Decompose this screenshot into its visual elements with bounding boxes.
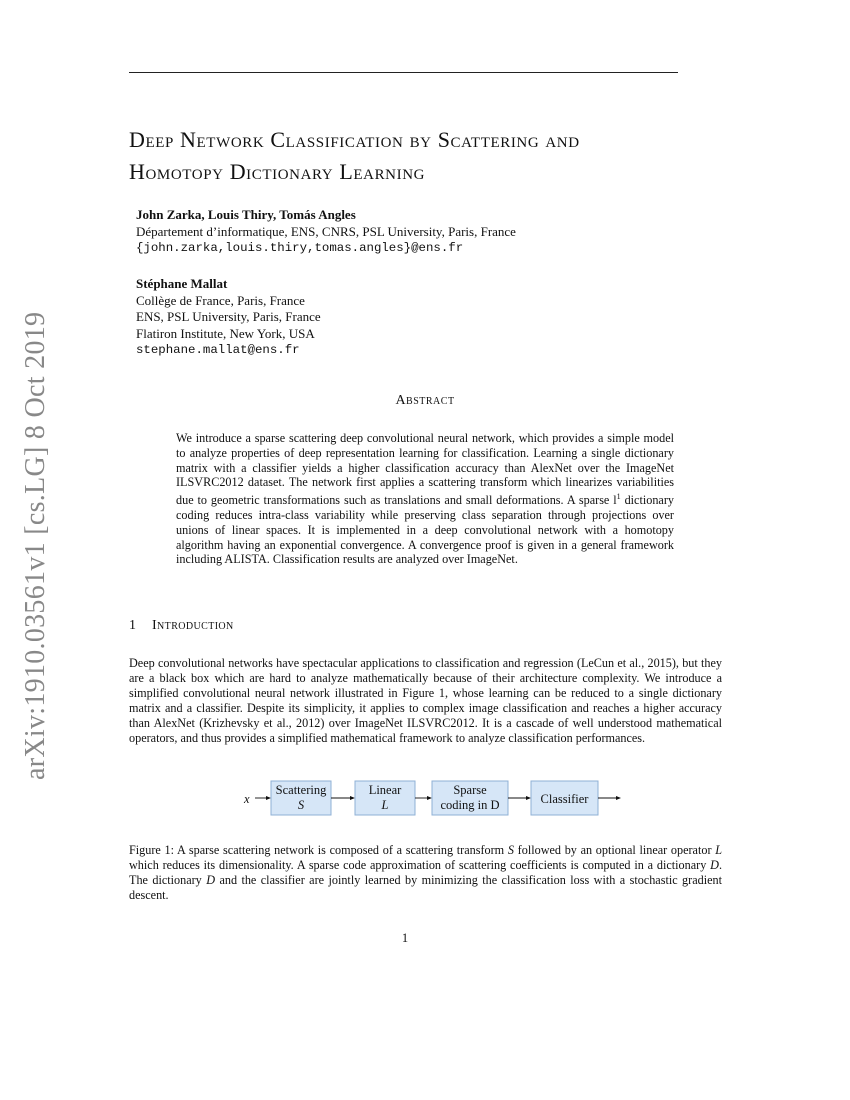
author-block-2 xyxy=(136,276,696,359)
section-number: 1 xyxy=(129,618,137,633)
arxiv-stamp: arXiv:1910.03561v1 [cs.LG] 8 Oct 2019 xyxy=(20,311,51,780)
arrow-head xyxy=(427,796,432,800)
figure-caption xyxy=(129,843,722,903)
scattering-block-symbol: S xyxy=(297,798,305,812)
page-number: 1 xyxy=(401,931,409,945)
sparse-coding-block-label: Sparse xyxy=(453,783,487,797)
author-affiliation: Département d’informatique, ENS, CNRS, PSL University, Paris, France xyxy=(136,223,516,239)
section-heading xyxy=(129,618,234,634)
abstract-text-part: dictionary coding reduces intra-class variability while preserving class separation through projections over unions of linear spaces. It is implemented in a deep convolutional network with a homotopy algorithm having an exponential convergence. A convergence proof is given in a general framework including ALISTA. Classification results are analyzed over ImageNet. xyxy=(176,493,674,567)
abstract-text-part: We introduce a sparse scattering deep convolutional neural network, which provides a simple model to analyze properties of deep representation learning for classification. Learning a single dictionary matrix with a classifier yields a higher classification accuracy than AlexNet over the ImageNet ILSVRC2012 dataset. The network first applies a scattering transform which linearizes variabilities due to geometric transformations such as translations and small deformations. A sparse l xyxy=(176,431,674,508)
caption-label: Figure 1: xyxy=(129,843,175,857)
figure-1-diagram xyxy=(236,776,636,824)
classifier-block-label: Classifier xyxy=(540,792,589,806)
arrow-head xyxy=(350,796,355,800)
figure-input-label: x xyxy=(244,792,250,806)
author-names: John Zarka, Louis Thiry, Tomás Angles xyxy=(136,207,356,222)
author-block-1 xyxy=(136,207,696,257)
author-affiliation: Collège de France, Paris, France xyxy=(136,292,305,308)
intro-paragraph: Deep convolutional networks have spectacular applications to classification and regression (LeCun et al., 2015), but they are a black box which are hard to analyze mathematically because of their architecture complexity. We introduce a simplified convolutional neural network illustrated in Figure 1, whose learning can be reduced to a single dictionary matrix and a classifier. Despite its simplicity, it applies to complex image classification and reaches a higher accuracy than AlexNet (Krizhevsky et al., 2012) over ImageNet ILSVRC2012. It is a cascade of well understood mathematical operators, and thus provides a simplified mathematical framework to analyze classification performances. xyxy=(129,656,722,745)
caption-symbol: L xyxy=(715,843,722,857)
sparse-coding-block-sub: coding in D xyxy=(440,798,500,812)
abstract-superscript: 1 xyxy=(616,492,621,502)
caption-text: A sparse scattering network is composed of a scattering transform xyxy=(174,843,508,857)
abstract-text xyxy=(176,431,674,567)
arrow-head xyxy=(526,796,531,800)
author-affiliation: ENS, PSL University, Paris, France xyxy=(136,309,321,324)
caption-text: . The dictionary xyxy=(129,857,722,887)
title-line-2: Homotopy Dictionary Learning xyxy=(129,159,426,184)
author-email: stephane.mallat@ens.fr xyxy=(136,343,300,357)
linear-block-label: Linear xyxy=(368,783,402,797)
author-affiliation: Flatiron Institute, New York, USA xyxy=(136,325,315,341)
caption-symbol: D xyxy=(206,872,216,887)
arrow-head xyxy=(266,796,271,800)
section-title: Introduction xyxy=(152,618,234,633)
author-names: Stéphane Mallat xyxy=(136,276,228,291)
caption-text: followed by an optional linear operator xyxy=(513,843,716,857)
caption-text: and the classifier are jointly learned by minimizing the classification loss with a stochastic gradient descent. xyxy=(129,872,722,902)
linear-block-symbol: L xyxy=(381,798,389,812)
paper-title xyxy=(129,124,729,188)
caption-symbol: D xyxy=(710,857,719,872)
caption-text: which reduces its dimensionality. A sparse code approximation of scattering coefficients is computed in a dictionary xyxy=(129,857,711,872)
title-line-1: Deep Network Classification by Scattering and xyxy=(129,127,580,152)
abstract-heading: Abstract xyxy=(395,393,455,408)
caption-symbol: S xyxy=(507,843,514,857)
arrow-head xyxy=(616,796,621,800)
author-email: {john.zarka,louis.thiry,tomas.angles}@ens.fr xyxy=(136,241,464,255)
top-rule xyxy=(129,72,678,73)
scattering-block-label: Scattering xyxy=(275,783,327,797)
